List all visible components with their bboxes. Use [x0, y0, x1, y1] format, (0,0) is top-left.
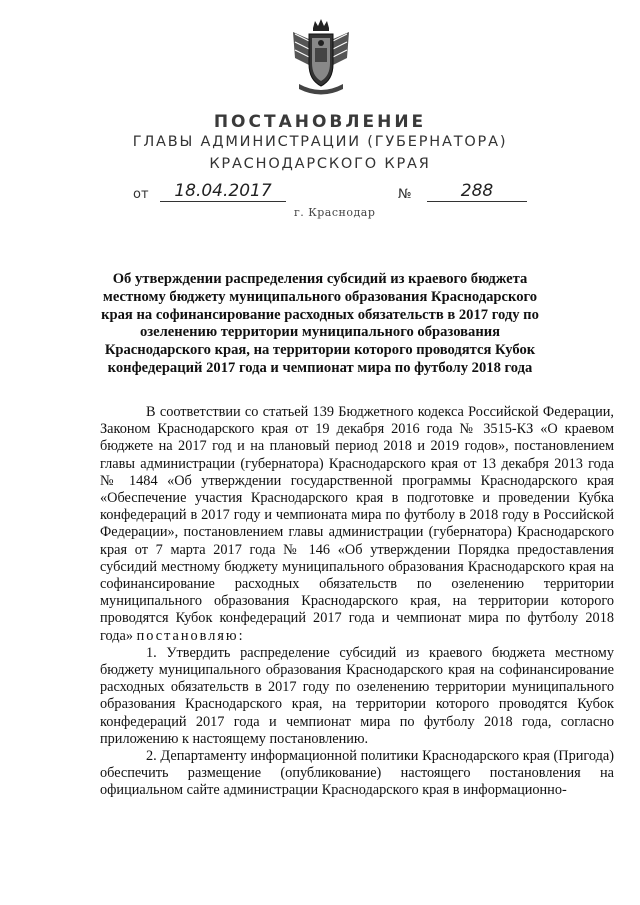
issuer-line-1: ГЛАВЫ АДМИНИСТРАЦИИ (ГУБЕРНАТОРА): [132, 134, 508, 150]
preamble-text: В соответствии со статьей 139 Бюджетного кодекса Российской Федерации, Законом Краснодарского края от 19 декабря 2016 года № 3515-КЗ «О краевом бюджете на 2017 год и на плановый период 2018 и 2019 годов», постановлением главы администрации (губернатора) Краснодарского края от 13 декабря 2013 года № 1484 «Об утверждении государственной программы Краснодарского края «Обеспечение участия Краснодарского края в подготовке и проведении Кубка конфедераций в 2017 году и чемпионата мира по футболу в 2018 году в Российской Федерации», постановлением главы администрации (губернатора) Краснодарского края от 7 марта 2017 года № 146 «Об утверждении Порядка предоставления субсидий местному бюджету муниципального образования Краснодарского края на софинансирование расходных обязательств по озеленению территории муниципального образования Краснодарского края, на территории которого проводятся Кубок конфедераций 2017 года и чемпионат мира по футболу 2018 года»: [100, 404, 614, 644]
decree-word: постановляю:: [136, 627, 245, 644]
date-value: 18.04.2017: [160, 181, 286, 202]
preamble-paragraph: [100, 404, 614, 645]
item-1-paragraph: 1. Утвердить распределение субсидий из краевого бюджета местному бюджету муниципального образования Краснодарского края на софинансирование расходных обязательств в 2017 году по озеленению территории муниципального образования Краснодарского края, на территории которого проводятся Кубок конфедераций 2017 года и чемпионат мира по футболу 2018 года, согласно приложению к настоящему постановлению.: [100, 644, 614, 747]
coat-of-arms-icon: [289, 18, 353, 98]
document-title: Об утверждении распределения субсидий из краевого бюджета местному бюджету муниципального образования Краснодарского края на софинансирование расходных обязательств в 2017 году по озеленению территории муниципального образования Краснодарского края, на территории которого проводятся Кубок конфедераций 2017 года и чемпионат мира по футболу 2018 года: [101, 271, 539, 376]
document-body: [100, 404, 614, 800]
document-type: ПОСТАНОВЛЕНИЕ: [213, 112, 427, 132]
number-value: 288: [427, 181, 527, 202]
issuer-line-2: КРАСНОДАРСКОГО КРАЯ: [209, 156, 431, 172]
date-label: от: [133, 187, 149, 202]
item-2-paragraph: 2. Департаменту информационной политики Краснодарского края (Пригода) обеспечить размещение (опубликование) настоящего постановления на официальном сайте администрации Краснодарского края в информационно-: [100, 748, 614, 799]
number-label: №: [398, 187, 412, 202]
city-label: г. Краснодар: [294, 206, 376, 219]
